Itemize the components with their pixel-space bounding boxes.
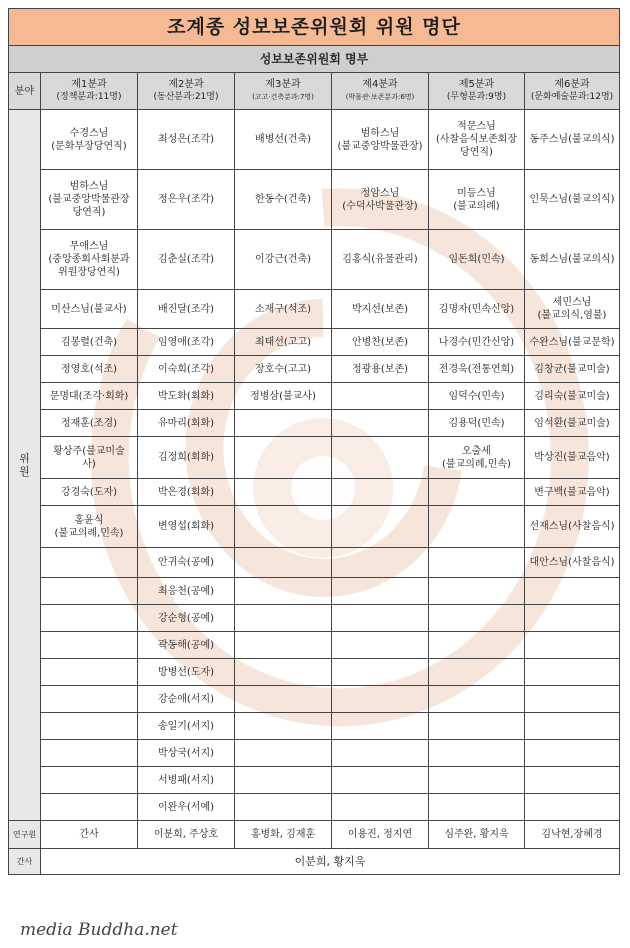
member-cell: 최응천(공예) <box>138 578 235 605</box>
member-row <box>9 410 620 437</box>
member-cell: 최태선(고고) <box>235 329 332 356</box>
member-cell: 김창균(불교미술) <box>525 356 620 383</box>
member-cell: 수완스님(불교문학) <box>525 329 620 356</box>
member-row <box>9 506 620 548</box>
member-cell: 동희스님(불교의식) <box>525 230 620 290</box>
member-cell <box>525 794 620 821</box>
member-cell <box>429 578 525 605</box>
column-header-5: 제5분과 (무형분과:9명) <box>429 73 525 110</box>
member-cell: 서병패(서지) <box>138 767 235 794</box>
member-cell <box>41 578 138 605</box>
secretary-label: 간사 <box>9 849 41 875</box>
member-row <box>9 740 620 767</box>
member-row <box>9 170 620 230</box>
member-cell: 장호수(고고) <box>235 356 332 383</box>
member-cell <box>525 659 620 686</box>
member-cell: 배진달(조각) <box>138 290 235 329</box>
member-cell <box>429 686 525 713</box>
member-cell: 세민스님 (불교의식,염불) <box>525 290 620 329</box>
member-cell: 무애스님 (중앙종회사회분과 위원장당연직) <box>41 230 138 290</box>
member-cell: 이숙희(조각) <box>138 356 235 383</box>
member-cell <box>235 659 332 686</box>
secretary-names: 이분희, 황지욱 <box>41 849 620 875</box>
member-row <box>9 794 620 821</box>
member-cell <box>525 740 620 767</box>
member-cell <box>332 479 429 506</box>
member-cell: 임석환(불교미술) <box>525 410 620 437</box>
member-cell: 변구백(불교음악) <box>525 479 620 506</box>
member-cell: 송일기(서지) <box>138 713 235 740</box>
member-cell <box>235 794 332 821</box>
member-cell <box>41 605 138 632</box>
member-cell <box>332 383 429 410</box>
member-cell <box>332 686 429 713</box>
member-cell: 강경숙(도자) <box>41 479 138 506</box>
member-cell: 문명대(조각·회화) <box>41 383 138 410</box>
column-header-2: 제2분과 (동산분과:21명) <box>138 73 235 110</box>
member-cell: 유마리(회화) <box>138 410 235 437</box>
member-cell: 강순애(서지) <box>138 686 235 713</box>
member-cell: 한동수(건축) <box>235 170 332 230</box>
member-cell: 김명자(민속신앙) <box>429 290 525 329</box>
member-cell: 방병선(도자) <box>138 659 235 686</box>
member-cell: 박지선(보존) <box>332 290 429 329</box>
member-cell: 김용덕(민속) <box>429 410 525 437</box>
member-row <box>9 230 620 290</box>
committee-roster-table <box>8 8 620 875</box>
member-cell: 홍윤식 (불교의례,민속) <box>41 506 138 548</box>
member-cell: 김봉렬(건축) <box>41 329 138 356</box>
roster-sheet <box>8 8 619 940</box>
member-cell <box>429 659 525 686</box>
column-header-1: 제1분과 (정책분과:11명) <box>41 73 138 110</box>
member-cell <box>235 479 332 506</box>
member-cell <box>332 437 429 479</box>
member-cell <box>429 713 525 740</box>
member-cell: 나경수(민간신앙) <box>429 329 525 356</box>
member-cell: 범하스님 (불교중앙박물관장 당연직) <box>41 170 138 230</box>
researcher-label: 연구원 <box>9 821 41 849</box>
member-cell <box>332 794 429 821</box>
member-cell: 강순형(공예) <box>138 605 235 632</box>
member-cell <box>525 632 620 659</box>
member-cell: 동주스님(불교의식) <box>525 110 620 170</box>
member-cell: 박상진(불교음악) <box>525 437 620 479</box>
member-row <box>9 605 620 632</box>
member-row <box>9 383 620 410</box>
member-cell <box>429 548 525 578</box>
column-header-row <box>9 73 620 110</box>
researcher-cell: 이분희, 주상호 <box>138 821 235 849</box>
member-row <box>9 548 620 578</box>
member-row <box>9 356 620 383</box>
member-cell: 대안스님(사찰음식) <box>525 548 620 578</box>
member-row <box>9 290 620 329</box>
member-cell <box>429 605 525 632</box>
member-cell <box>41 632 138 659</box>
member-cell <box>332 713 429 740</box>
member-row <box>9 686 620 713</box>
member-cell <box>429 767 525 794</box>
member-cell <box>41 767 138 794</box>
member-cell <box>235 410 332 437</box>
member-cell <box>235 437 332 479</box>
member-cell: 소재구(석조) <box>235 290 332 329</box>
member-cell <box>235 632 332 659</box>
member-cell: 미산스님(불교사) <box>41 290 138 329</box>
member-row <box>9 713 620 740</box>
member-cell <box>525 686 620 713</box>
member-cell: 박은경(회화) <box>138 479 235 506</box>
member-cell: 임돈희(민속) <box>429 230 525 290</box>
member-cell <box>235 767 332 794</box>
member-cell: 안귀숙(공예) <box>138 548 235 578</box>
member-cell: 최성은(조각) <box>138 110 235 170</box>
member-cell <box>235 713 332 740</box>
member-cell: 박상국(서지) <box>138 740 235 767</box>
member-cell <box>235 605 332 632</box>
researcher-cell: 간사 <box>41 821 138 849</box>
member-row <box>9 110 620 170</box>
member-cell <box>41 713 138 740</box>
member-cell <box>525 605 620 632</box>
member-cell <box>525 578 620 605</box>
secretary-row <box>9 849 620 875</box>
member-row <box>9 329 620 356</box>
member-cell <box>41 740 138 767</box>
member-cell <box>332 632 429 659</box>
member-cell <box>332 740 429 767</box>
side-label-char: 원 <box>19 465 30 478</box>
member-cell <box>429 740 525 767</box>
member-cell: 안병찬(보존) <box>332 329 429 356</box>
member-cell <box>332 506 429 548</box>
member-cell <box>332 605 429 632</box>
member-cell <box>332 659 429 686</box>
member-cell <box>525 713 620 740</box>
member-cell <box>429 479 525 506</box>
member-cell <box>235 740 332 767</box>
member-cell <box>41 548 138 578</box>
member-row <box>9 767 620 794</box>
member-cell <box>332 548 429 578</box>
member-cell <box>41 686 138 713</box>
member-cell: 이완우(서예) <box>138 794 235 821</box>
member-cell: 김리숙(불교미술) <box>525 383 620 410</box>
field-label: 분야 <box>9 73 41 110</box>
member-cell: 미등스님 (불교의례) <box>429 170 525 230</box>
member-cell <box>235 548 332 578</box>
member-cell: 수경스님 (문화부장당연직) <box>41 110 138 170</box>
member-cell: 정영호(석조) <box>41 356 138 383</box>
member-cell <box>429 794 525 821</box>
member-cell <box>429 632 525 659</box>
member-cell: 오출세 (불교의례,민속) <box>429 437 525 479</box>
member-row <box>9 437 620 479</box>
researcher-cell: 심주완, 황지욱 <box>429 821 525 849</box>
member-cell: 변영섭(회화) <box>138 506 235 548</box>
member-cell <box>235 506 332 548</box>
member-cell: 선재스님(사찰음식) <box>525 506 620 548</box>
media-buddha-logo: media Buddha.net <box>20 920 178 940</box>
member-cell: 이강근(건축) <box>235 230 332 290</box>
member-row <box>9 479 620 506</box>
member-cell <box>235 578 332 605</box>
member-cell: 황상주(불교미술 사) <box>41 437 138 479</box>
member-cell <box>332 767 429 794</box>
member-cell: 박도화(회화) <box>138 383 235 410</box>
member-cell: 배병선(건축) <box>235 110 332 170</box>
column-header-3: 제3분과 (고고·건축분과:7명) <box>235 73 332 110</box>
member-cell: 김정희(회화) <box>138 437 235 479</box>
member-cell: 정암스님 (수덕사박물관장) <box>332 170 429 230</box>
researcher-cell: 김낙현,장혜경 <box>525 821 620 849</box>
member-cell: 곽동해(공예) <box>138 632 235 659</box>
researcher-cell: 홍병화, 김재훈 <box>235 821 332 849</box>
member-cell: 김홍식(유물관리) <box>332 230 429 290</box>
document-subtitle: 성보보존위원회 명부 <box>9 46 620 73</box>
column-header-4: 제4분과 (박물관·보존분과:6명) <box>332 73 429 110</box>
member-cell <box>41 794 138 821</box>
member-cell: 임영애(조각) <box>138 329 235 356</box>
side-label-char: 위 <box>19 452 30 465</box>
member-cell: 전경욱(전통연희) <box>429 356 525 383</box>
researcher-row <box>9 821 620 849</box>
member-cell: 김춘실(조각) <box>138 230 235 290</box>
member-row <box>9 659 620 686</box>
member-cell <box>332 410 429 437</box>
member-cell <box>41 659 138 686</box>
member-row <box>9 578 620 605</box>
member-cell <box>525 767 620 794</box>
member-row <box>9 632 620 659</box>
member-cell: 정재훈(조경) <box>41 410 138 437</box>
members-side-label <box>9 110 41 821</box>
member-cell: 정은우(조각) <box>138 170 235 230</box>
member-cell: 인묵스님(불교의식) <box>525 170 620 230</box>
member-cell <box>429 506 525 548</box>
column-header-6: 제6분과 (문화예술분과:12명) <box>525 73 620 110</box>
member-cell <box>332 578 429 605</box>
member-cell <box>235 686 332 713</box>
member-cell: 정병삼(불교사) <box>235 383 332 410</box>
member-cell: 정광용(보존) <box>332 356 429 383</box>
researcher-cell: 이용진, 정지연 <box>332 821 429 849</box>
document-title: 조계종 성보보존위원회 위원 명단 <box>9 9 620 46</box>
member-cell: 범하스님 (불교중앙박물관장) <box>332 110 429 170</box>
member-cell: 적문스님 (사찰음식보존회장 당연직) <box>429 110 525 170</box>
member-cell: 임덕수(민속) <box>429 383 525 410</box>
